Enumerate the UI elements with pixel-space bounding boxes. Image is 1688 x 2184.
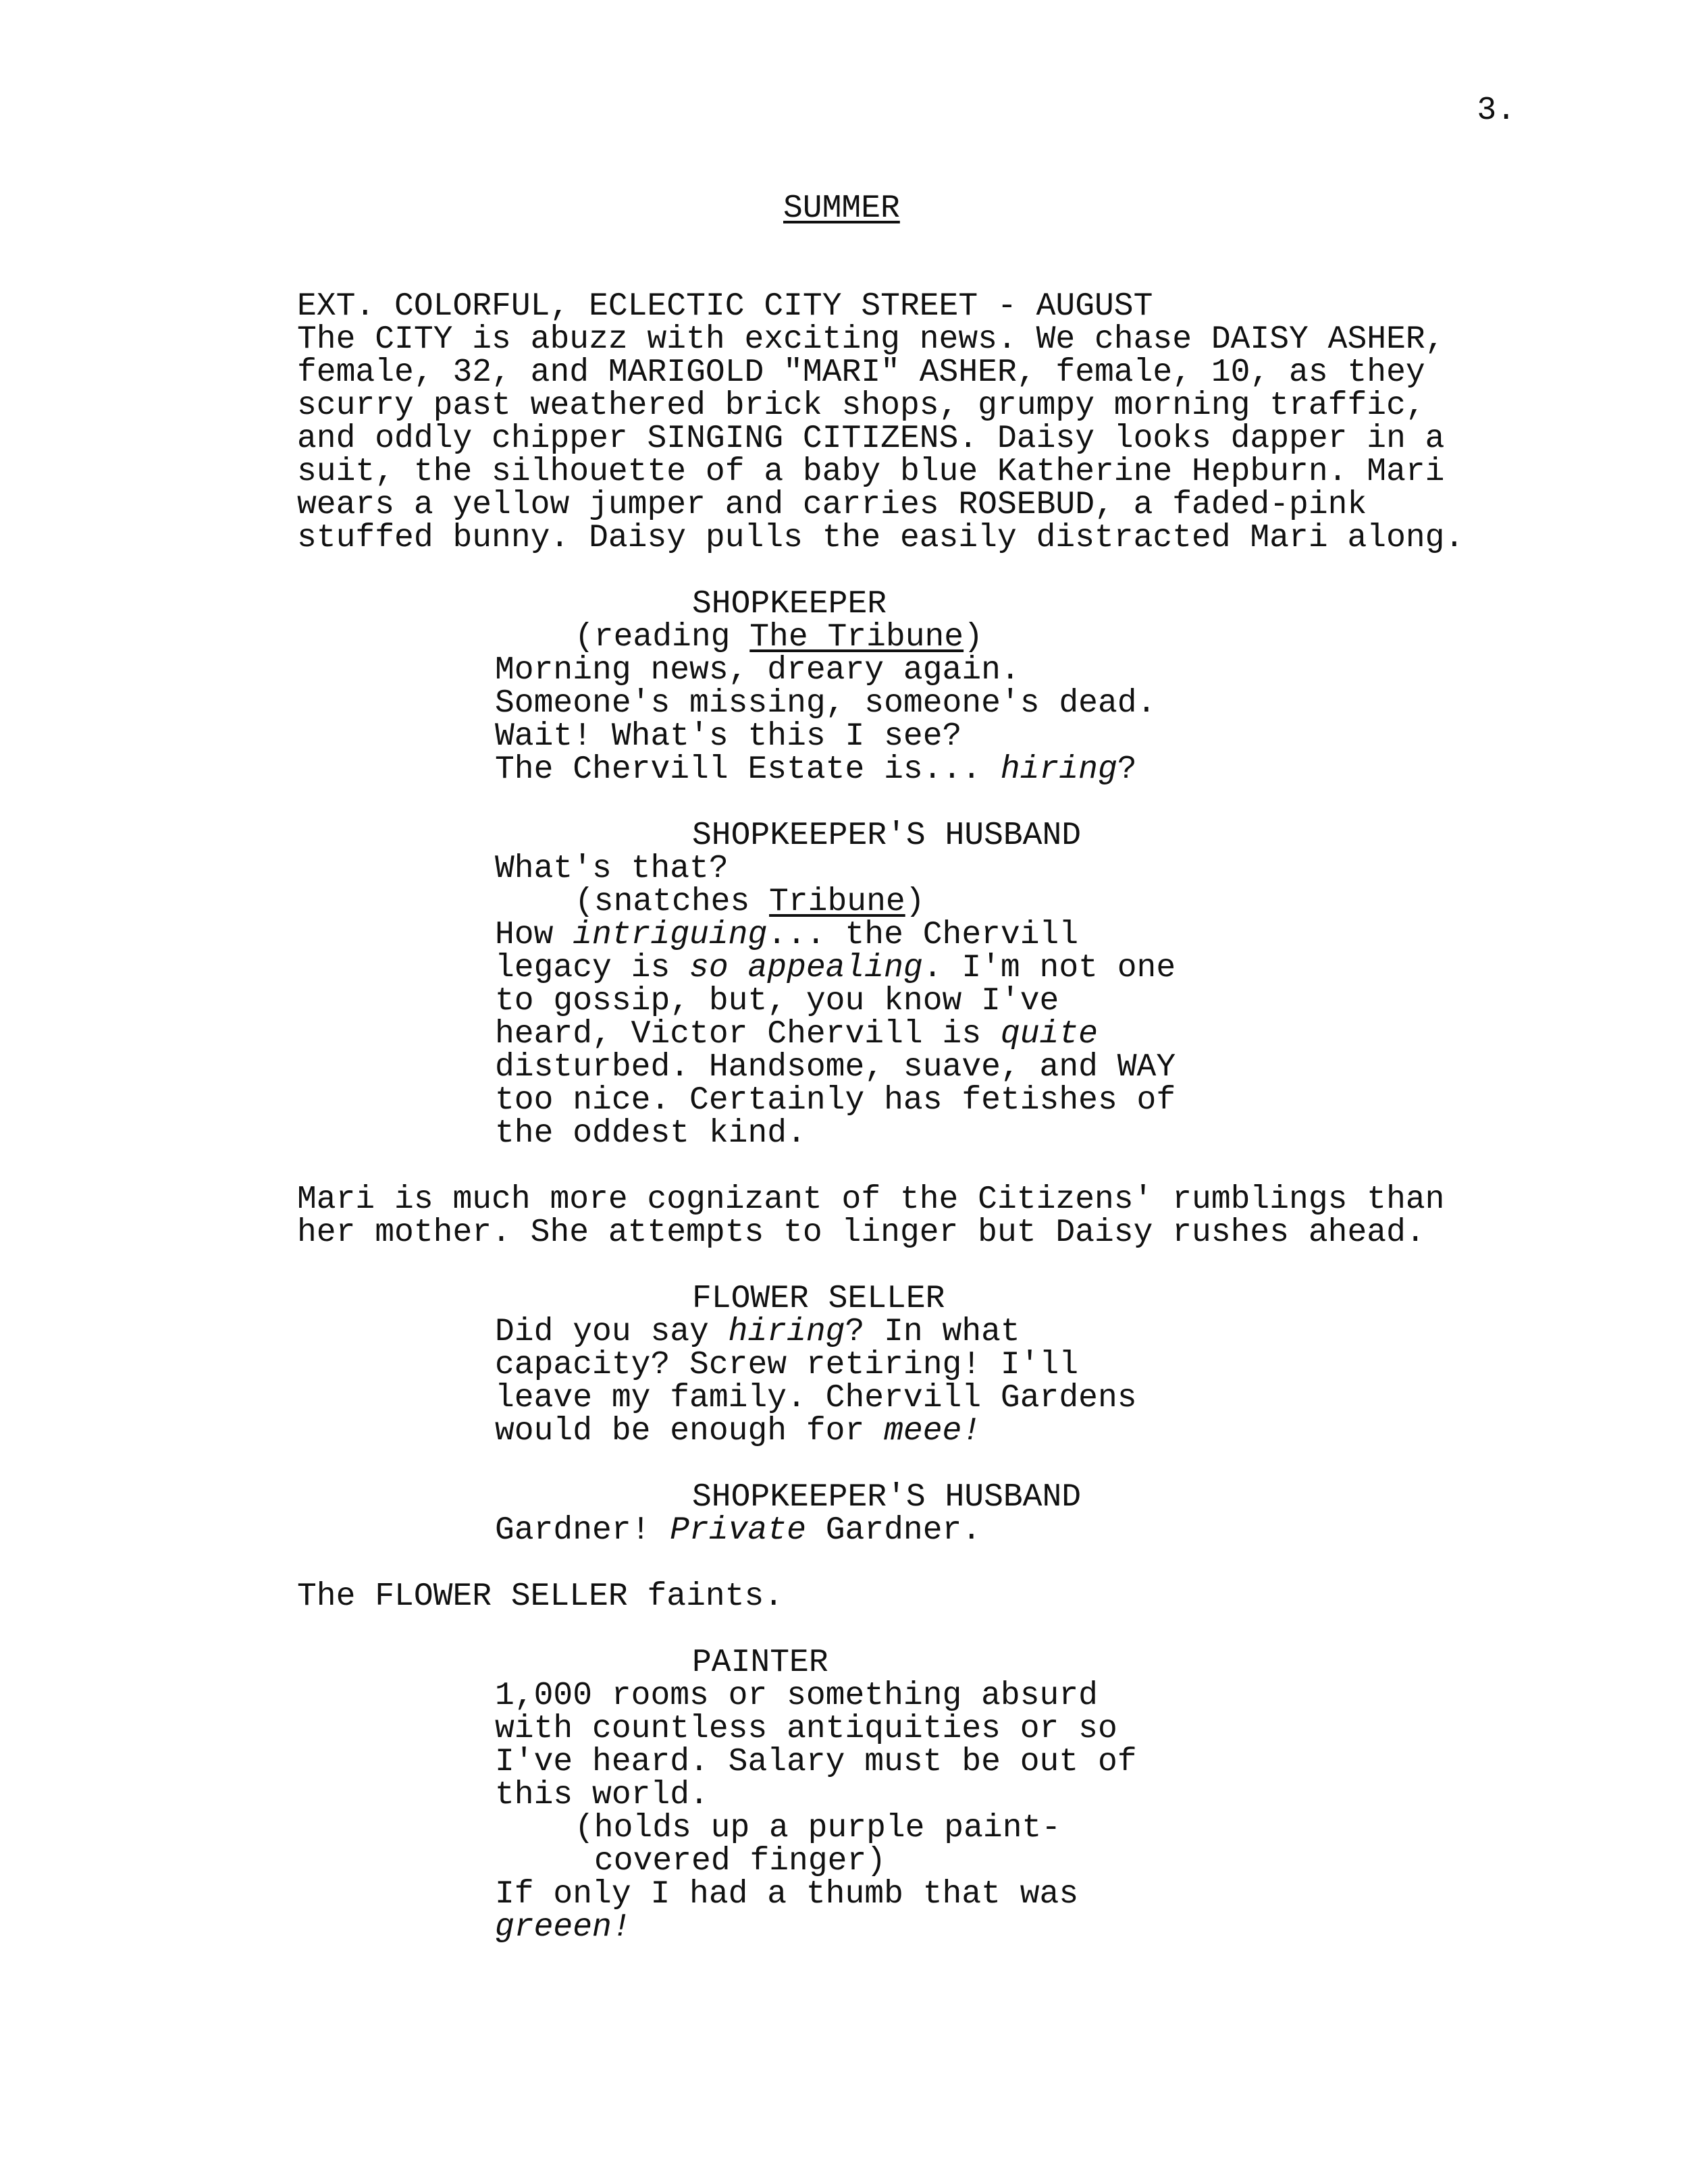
dialogue-line: would be enough for meee! — [495, 1413, 982, 1449]
action-paragraph-1 — [297, 323, 1512, 555]
action-line: suit, the silhouette of a baby blue Katherine Hepburn. Mari — [297, 454, 1445, 490]
action-line: stuffed bunny. Daisy pulls the easily distracted Mari along. — [297, 520, 1465, 556]
character-name: SHOPKEEPER — [692, 586, 887, 622]
parenthetical: (holds up a purple paint- — [575, 1810, 1061, 1846]
dialogue-line: Someone's missing, someone's dead. — [495, 685, 1157, 722]
action-line: The FLOWER SELLER faints. — [297, 1578, 784, 1615]
dialogue-line: disturbed. Handsome, suave, and WAY — [495, 1049, 1176, 1086]
newspaper-title: Tribune — [769, 884, 905, 920]
dialogue-block-husband-2 — [297, 1481, 1512, 1547]
dialogue-line: this world. — [495, 1777, 709, 1813]
dialogue-line: Morning news, dreary again. — [495, 652, 1020, 689]
action-line: and oddly chipper SINGING CITIZENS. Daisy looks dapper in a — [297, 421, 1445, 457]
dialogue-line: the oddest kind. — [495, 1115, 806, 1152]
action-line: Mari is much more cognizant of the Citizens' rumblings than — [297, 1181, 1445, 1218]
dialogue-line: to gossip, but, you know I've — [495, 983, 1059, 1019]
action-paragraph-2 — [297, 1183, 1512, 1250]
dialogue-block-shopkeeper — [297, 588, 1512, 787]
character-name: FLOWER SELLER — [692, 1281, 945, 1317]
parenthetical: (reading The Tribune) — [575, 619, 983, 656]
parenthetical: covered finger) — [594, 1843, 887, 1880]
script-body — [297, 290, 1512, 1977]
character-name: SHOPKEEPER'S HUSBAND — [692, 1479, 1082, 1516]
action-paragraph-3 — [297, 1580, 1512, 1614]
dialogue-line: too nice. Certainly has fetishes of — [495, 1082, 1176, 1119]
action-line: The CITY is abuzz with exciting news. We chase DAISY ASHER, — [297, 321, 1445, 358]
scene-heading: EXT. COLORFUL, ECLECTIC CITY STREET - AUGUST — [297, 288, 1153, 325]
dialogue-block-flower-seller — [297, 1283, 1512, 1448]
dialogue-line: heard, Victor Chervill is quite — [495, 1016, 1098, 1053]
page-number: 3. — [1477, 92, 1516, 129]
newspaper-title: The Tribune — [749, 619, 964, 656]
dialogue-block-husband — [297, 820, 1512, 1150]
dialogue-line: The Chervill Estate is... hiring? — [495, 751, 1137, 788]
dialogue-line: Did you say hiring? In what — [495, 1314, 1020, 1350]
action-line: female, 32, and MARIGOLD "MARI" ASHER, female, 10, as they — [297, 354, 1425, 391]
action-line: scurry past weathered brick shops, grumpy morning traffic, — [297, 388, 1425, 424]
dialogue-line: Wait! What's this I see? — [495, 718, 962, 755]
parenthetical: (snatches Tribune) — [575, 884, 925, 920]
dialogue-line: Gardner! Private Gardner. — [495, 1512, 982, 1549]
dialogue-line: with countless antiquities or so — [495, 1711, 1117, 1747]
dialogue-line: leave my family. Chervill Gardens — [495, 1380, 1137, 1416]
character-name: SHOPKEEPER'S HUSBAND — [692, 818, 1082, 854]
dialogue-line: greeen! — [495, 1909, 631, 1946]
action-line: her mother. She attempts to linger but Daisy rushes ahead. — [297, 1215, 1425, 1251]
dialogue-line: What's that? — [495, 851, 729, 887]
dialogue-line: How intriguing... the Chervill — [495, 917, 1079, 953]
character-name: PAINTER — [692, 1645, 828, 1681]
dialogue-line: capacity? Screw retiring! I'll — [495, 1347, 1079, 1383]
action-line: wears a yellow jumper and carries ROSEBUD, a faded-pink — [297, 487, 1367, 523]
dialogue-line: If only I had a thumb that was — [495, 1876, 1079, 1913]
dialogue-block-painter — [297, 1647, 1512, 1944]
dialogue-line: legacy is so appealing. I'm not one — [495, 950, 1176, 986]
dialogue-line: I've heard. Salary must be out of — [495, 1744, 1137, 1780]
dialogue-line: 1,000 rooms or something absurd — [495, 1678, 1098, 1714]
season-heading: SUMMER — [783, 190, 900, 227]
